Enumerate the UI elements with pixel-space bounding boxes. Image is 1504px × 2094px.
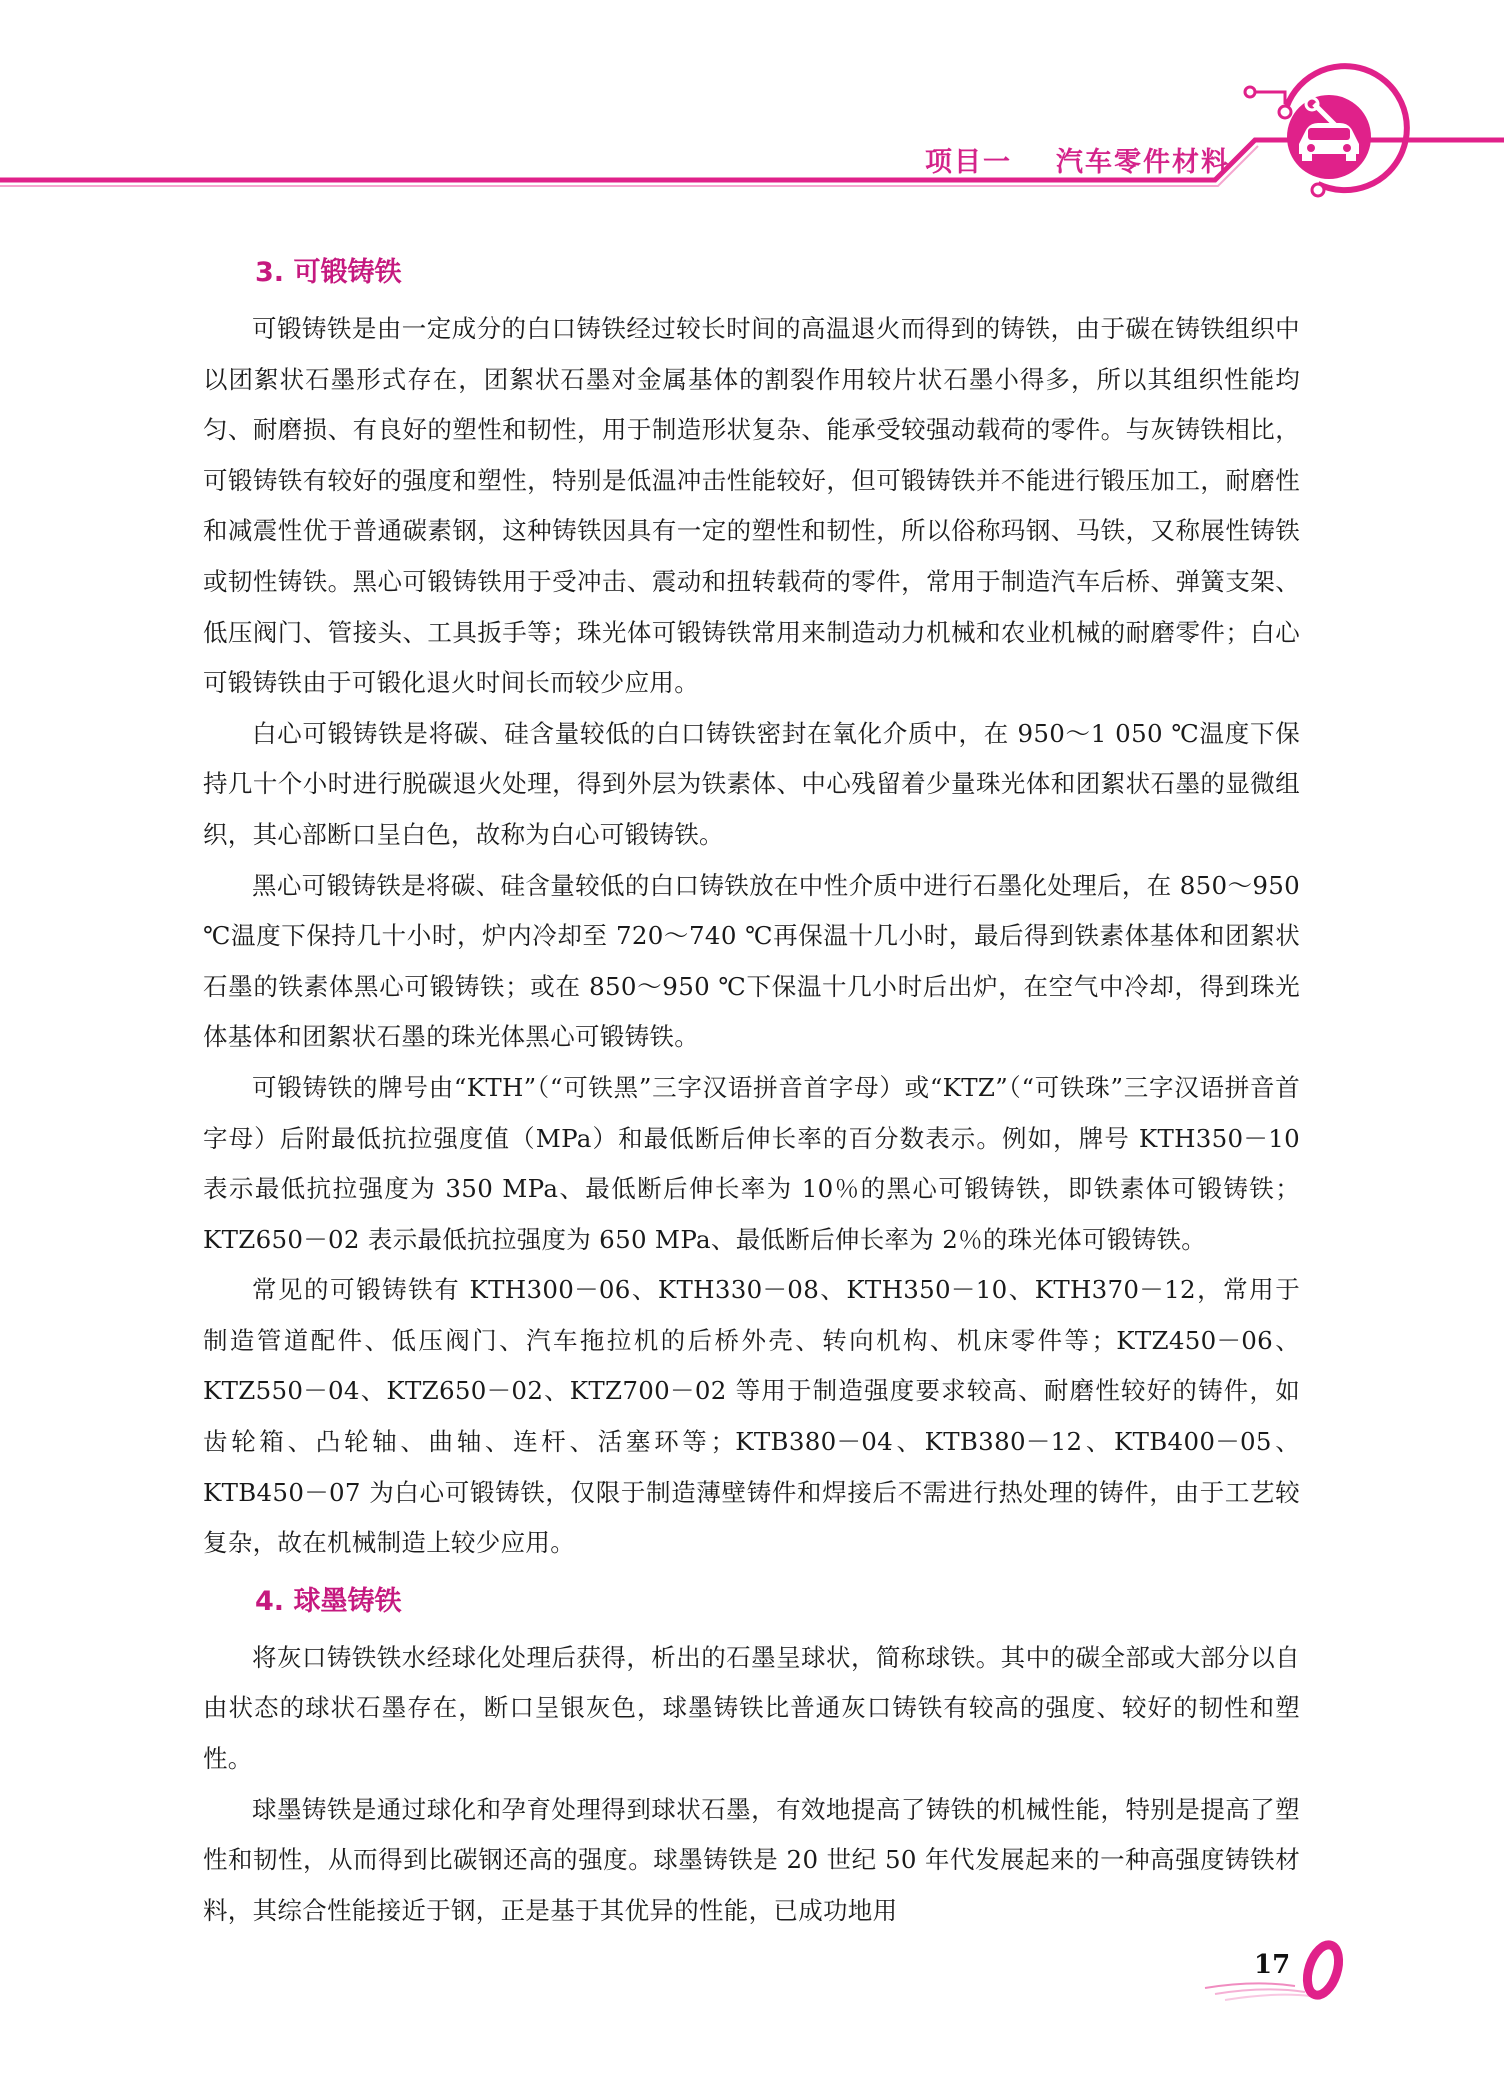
page-body: [203, 240, 1300, 1936]
paragraph: 将灰口铸铁铁水经球化处理后获得，析出的石墨呈球状，简称球铁。其中的碳全部或大部分以自由状态的球状石墨存在，断口呈银灰色，球墨铸铁比普通灰口铸铁有较高的强度、较好的韧性和塑性。: [203, 1642, 1300, 1774]
header-project-label: 项目一: [925, 147, 1012, 178]
section-title-ductile-iron: 4. 球墨铸铁: [255, 1585, 402, 1617]
paragraph: 黑心可锻铸铁是将碳、硅含量较低的白口铸铁放在中性介质中进行石墨化处理后，在 850～950 ℃温度下保持几十小时，炉内冷却至 720～740 ℃再保温十几小时，最后得到铁素体基体和团絮状石墨的铁素体黑心可锻铸铁；或在 850～950 ℃下保温十几小时后出炉，在空气中冷却，得到珠光体基体和团絮状石墨的珠光体黑心可锻铸铁。: [203, 870, 1300, 1052]
paragraph: 常见的可锻铸铁有 KTH300－06、KTH330－08、KTH350－10、KTH370－12，常用于制造管道配件、低压阀门、汽车拖拉机的后桥外壳、转向机构、机床零件等；KTZ450－06、KTZ550－04、KTZ650－02、KTZ700－02 等用于制造强度要求较高、耐磨性较好的铸件，如齿轮箱、凸轮轴、曲轴、连杆、活塞环等；KTB380－04、KTB380－12、KTB400－05、KTB450－07 为白心可锻铸铁，仅限于制造薄壁铸件和焊接后不需进行热处理的铸件，由于工艺较复杂，故在机械制造上较少应用。: [203, 1275, 1300, 1558]
page-header: [0, 0, 1504, 220]
header-chapter-title: 汽车零件材料: [1056, 147, 1230, 178]
paragraph: 可锻铸铁是由一定成分的白口铸铁经过较长时间的高温退火而得到的铸铁，由于碳在铸铁组织中以团絮状石墨形式存在，团絮状石墨对金属基体的割裂作用较片状石墨小得多，所以其组织性能均匀、耐磨损、有良好的塑性和韧性，用于制造形状复杂、能承受较强动载荷的零件。与灰铸铁相比，可锻铸铁有较好的强度和塑性，特别是低温冲击性能较好，但可锻铸铁并不能进行锻压加工，耐磨性和减震性优于普通碳素钢，这种铸铁因具有一定的塑性和韧性，所以俗称玛钢、马铁，又称展性铸铁或韧性铸铁。黑心可锻铸铁用于受冲击、震动和扭转载荷的零件，常用于制造汽车后桥、弹簧支架、低压阀门、管接头、工具扳手等；珠光体可锻铸铁常用来制造动力机械和农业机械的耐磨零件；白心可锻铸铁由于可锻化退火时间长而较少应用。: [203, 314, 1300, 698]
paragraph: 球墨铸铁是通过球化和孕育处理得到球状石墨，有效地提高了铸铁的机械性能，特别是提高了塑性和韧性，从而得到比碳钢还高的强度。球墨铸铁是 20 世纪 50 年代发展起来的一种高强度铸铁材料，其综合性能接近于钢，正是基于其优异的性能，已成功地用: [203, 1794, 1300, 1925]
paragraph: 可锻铸铁的牌号由“KTH”（“可铁黑”三字汉语拼音首字母）或“KTZ”（“可铁珠”三字汉语拼音首字母）后附最低抗拉强度值（MPa）和最低断后伸长率的百分数表示。例如，牌号 KTH350－10 表示最低抗拉强度为 350 MPa、最低断后伸长率为 10％的黑心可锻铸铁，即铁素体可锻铸铁；KTZ650－02 表示最低抗拉强度为 650 MPa、最低断后伸长率为 2％的珠光体可锻铸铁。: [203, 1072, 1300, 1254]
header-decoration: [0, 0, 1504, 220]
paragraph: 白心可锻铸铁是将碳、硅含量较低的白口铸铁密封在氧化介质中，在 950～1 050 ℃温度下保持几十个小时进行脱碳退火处理，得到外层为铁素体、中心残留着少量珠光体和团絮状石墨的显微组织，其心部断口呈白色，故称为白心可锻铸铁。: [203, 718, 1300, 849]
section-title-malleable-iron: 3. 可锻铸铁: [255, 257, 402, 288]
header-title: [925, 140, 1230, 179]
car-wrench-icon: [1284, 92, 1374, 182]
page-number: 17: [1254, 1950, 1291, 1980]
